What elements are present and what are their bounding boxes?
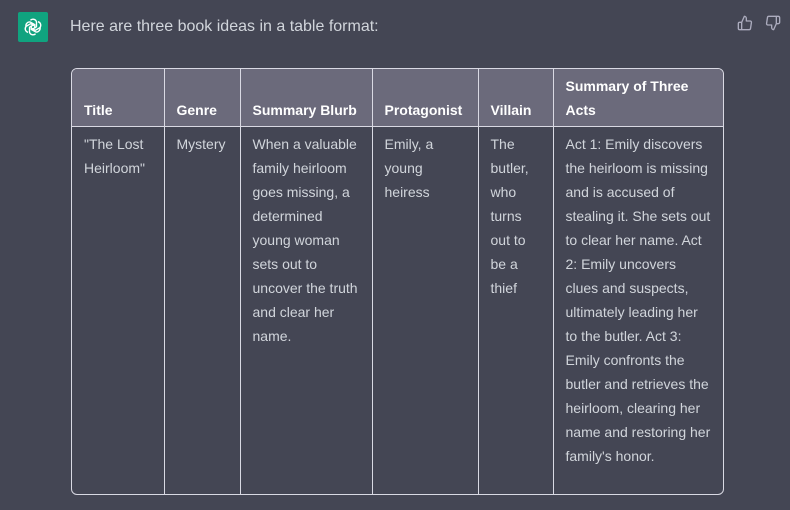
table-row — [72, 126, 723, 494]
thumbs-down-icon — [765, 15, 781, 31]
feedback-controls — [736, 14, 782, 32]
assistant-message-intro: Here are three book ideas in a table format: — [70, 18, 379, 35]
assistant-avatar — [18, 12, 48, 42]
cell-protagonist: Emily, a young heiress — [372, 126, 478, 494]
cell-villain: The butler, who turns out to be a thief — [478, 126, 553, 494]
header-protagonist: Protagonist — [372, 69, 478, 126]
book-ideas-table — [71, 68, 724, 495]
header-summary-blurb: Summary Blurb — [240, 69, 372, 126]
cell-genre: Mystery — [164, 126, 240, 494]
cell-summary-blurb: When a valuable family heirloom goes missing, a determined young woman sets out to uncover the truth and clear her name. — [240, 126, 372, 494]
header-summary-of-three-acts: Summary of Three Acts — [553, 69, 723, 126]
cell-summary-of-three-acts: Act 1: Emily discovers the heirloom is missing and is accused of stealing it. She sets out to clear her name. Act 2: Emily uncovers clues and suspects, ultimately leading her to the butler. Act 3: Emily confronts the butler and retrieves the heirloom, clearing her name and restoring her family's honor. — [565, 135, 711, 464]
table-header-row — [72, 69, 723, 126]
thumbs-down-button[interactable] — [764, 14, 782, 32]
header-villain: Villain — [478, 69, 553, 126]
cell-title: "The Lost Heirloom" — [72, 126, 164, 494]
thumbs-up-icon — [737, 15, 753, 31]
header-genre: Genre — [164, 69, 240, 126]
thumbs-up-button[interactable] — [736, 14, 754, 32]
header-title: Title — [72, 69, 164, 126]
openai-logo-icon — [22, 16, 44, 38]
